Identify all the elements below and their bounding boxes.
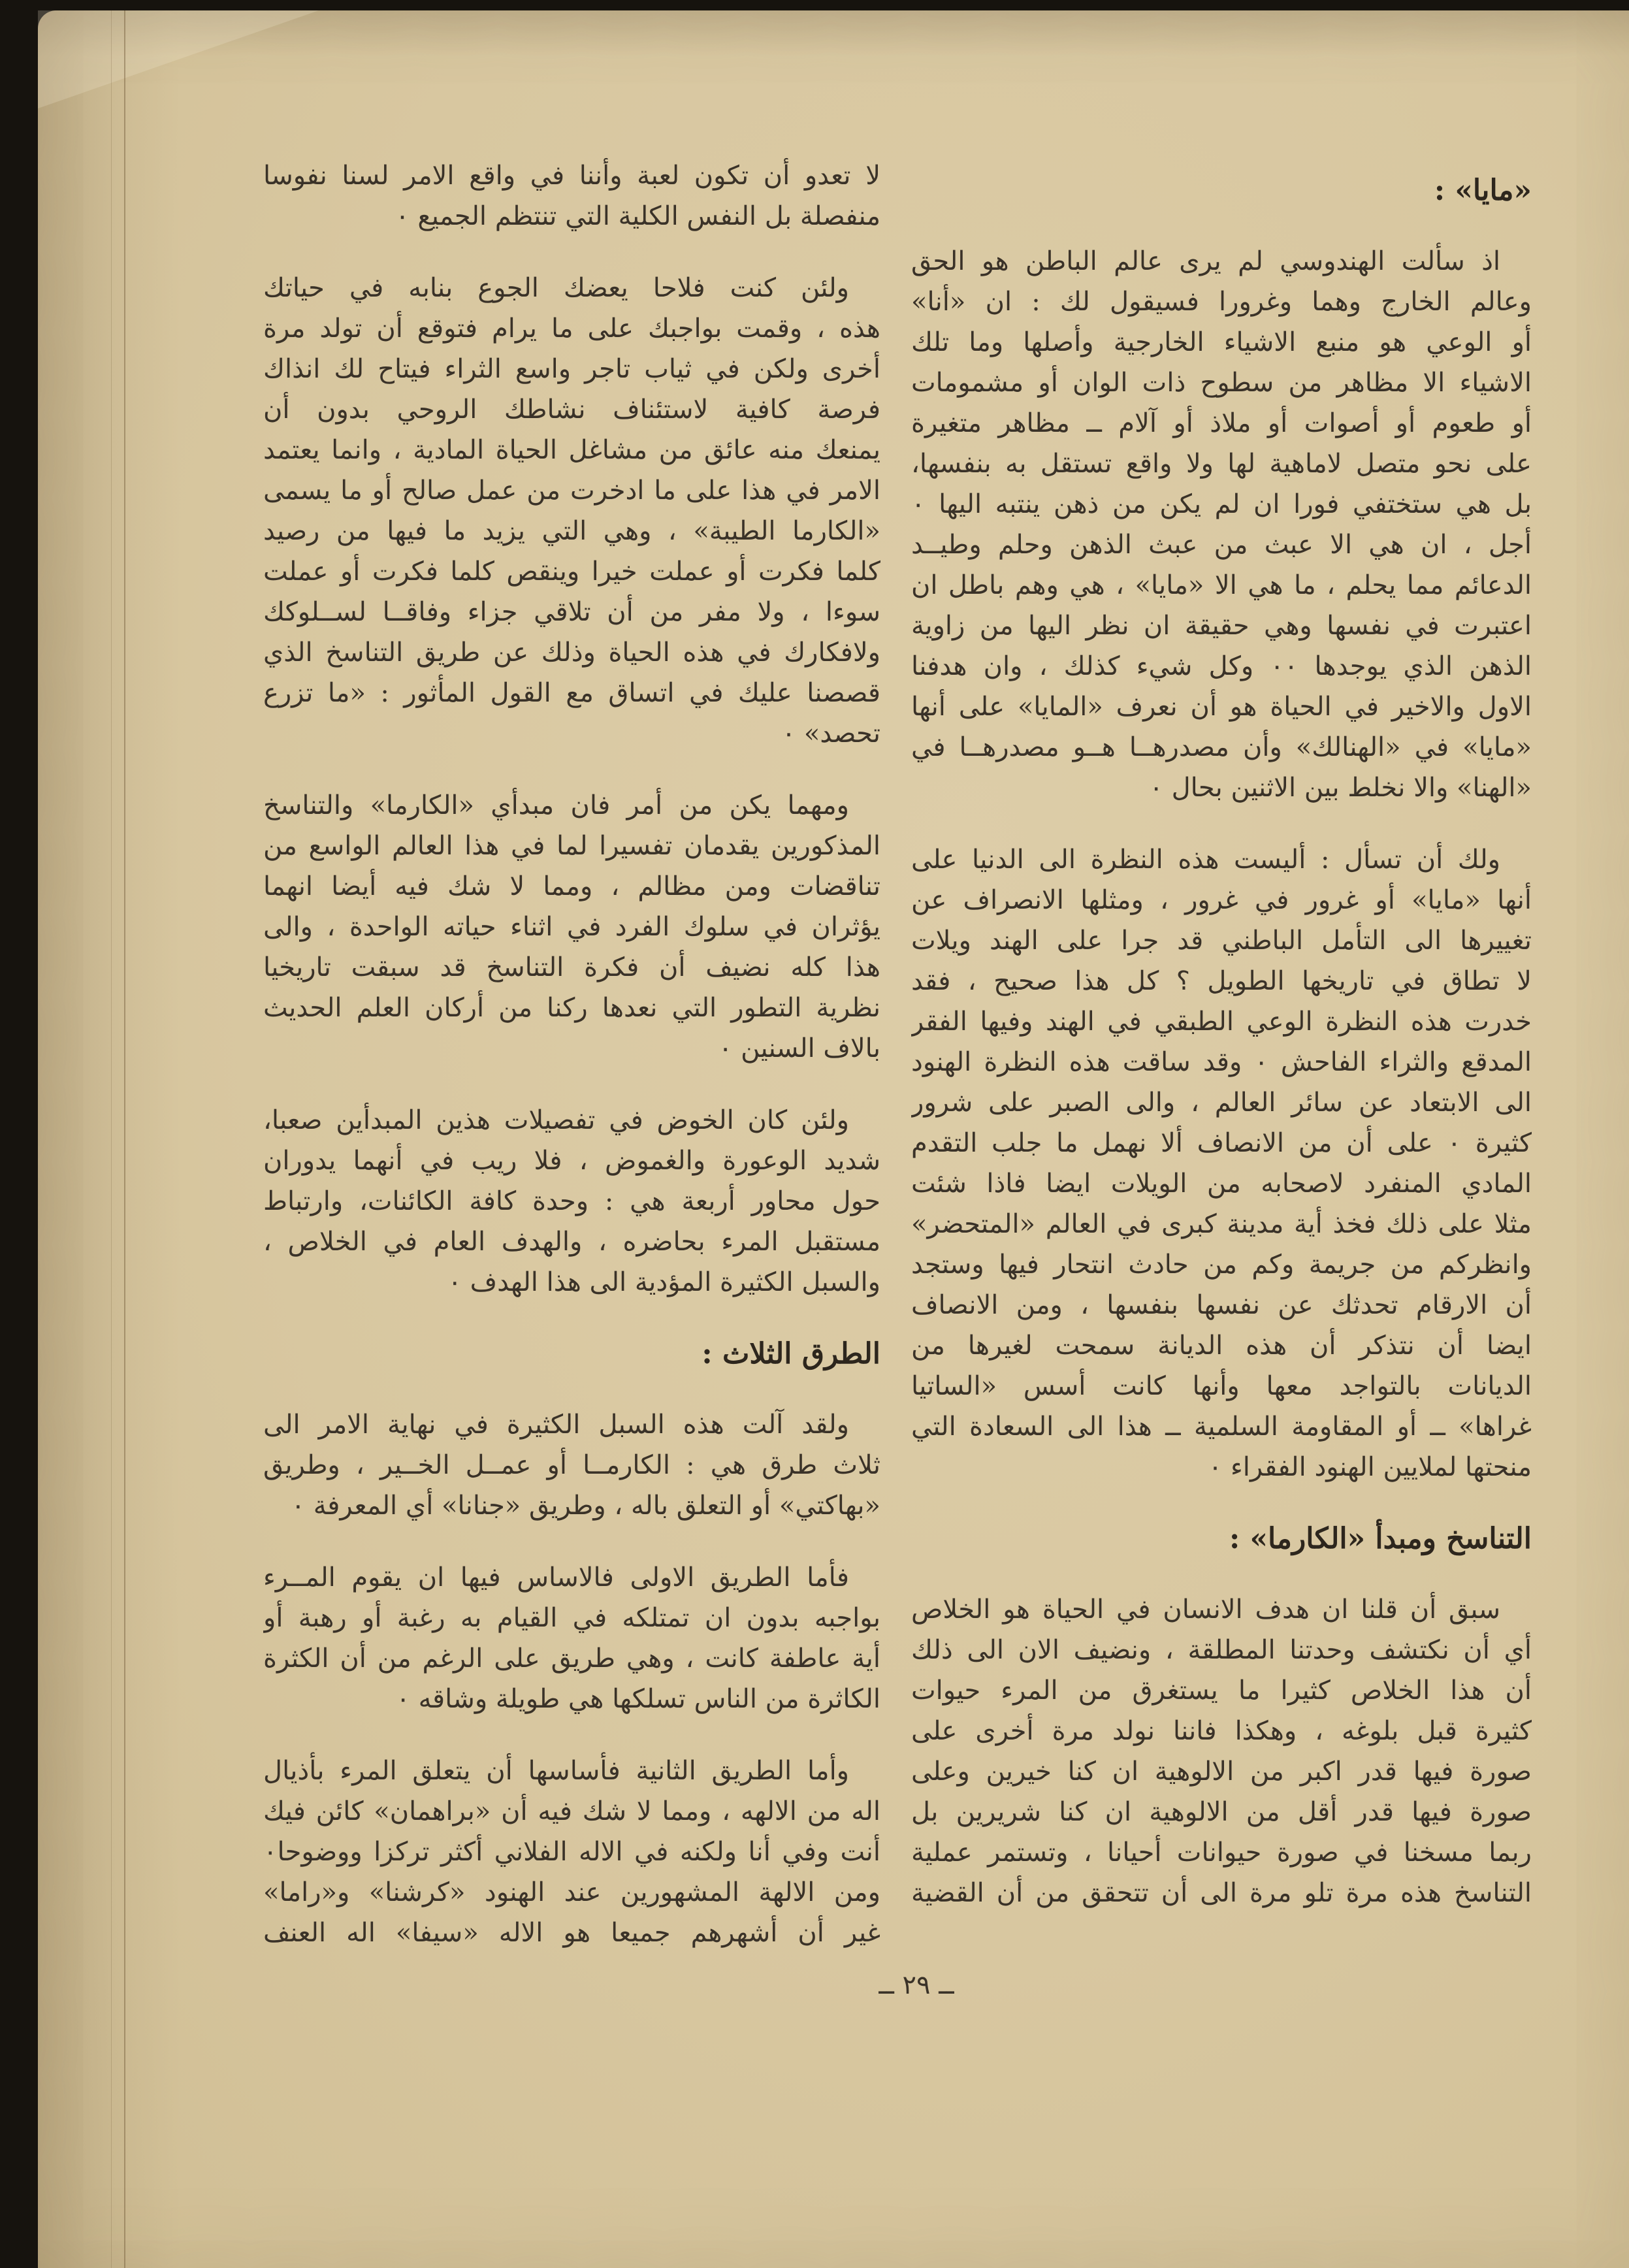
- text-line: أية عاطفة كانت ، وهي طريق على الرغم من أن الكثرة: [263, 1644, 880, 1674]
- paragraph: [263, 785, 880, 1069]
- text-line: أنت وفي أنا ولكنه في الاله الفلاني أكثر تركزا ووضوحا٠: [263, 1837, 880, 1867]
- text-line: الى الابتعاد عن سائر العالم ، والى الصبر على شرور: [911, 1088, 1532, 1118]
- page-corner-fold: [38, 10, 319, 108]
- text-line: بالاف السنين ٠: [718, 1033, 880, 1063]
- text-line: الاول والاخير في الحياة هو أن نعرف «المايا» على أنها: [911, 692, 1532, 722]
- section-heading: «مايا» :: [1434, 174, 1532, 207]
- text-line: اذ سألت الهندوسي لم يرى عالم الباطن هو الحق: [911, 246, 1500, 276]
- text-line: الدعائم مما يحلم ، ما هي الا «مايا» ، هي وهم باطل ان: [911, 570, 1532, 600]
- paragraph: [911, 241, 1532, 808]
- text-line: مستقبل المرء بحاضره ، والهدف العام في الخلاص ،: [263, 1227, 880, 1257]
- text-line: صورة فيها قدر اكبر من الالوهية ان كنا خيرين وعلى: [911, 1757, 1532, 1787]
- text-line: قصصنا عليك في اتساق مع القول المأثور : «ما تزرع: [263, 678, 880, 708]
- text-line: ومهما يكن من أمر فان مبدأي «الكارما» والتناسخ: [263, 790, 850, 820]
- page-number: ــ ٢٩ ــ: [879, 1970, 954, 2000]
- text-line: المدقع والثراء الفاحش ٠ وقد ساقت هذه النظرة الهنود: [911, 1047, 1532, 1077]
- text-line: منحتها لملايين الهنود الفقراء ٠: [1208, 1452, 1532, 1482]
- text-line: ولك أن تسأل : أليست هذه النظرة الى الدنيا على: [911, 845, 1500, 875]
- text-line: نظرية التطور التي نعدها ركنا من أركان العلم الحديث: [263, 993, 880, 1023]
- text-line: كثيرة ٠ على أن من الانصاف ألا نهمل ما جلب التقدم: [911, 1128, 1532, 1158]
- text-line: ربما مسخنا في صورة حيوانات أحيانا ، وتستمر عملية: [911, 1838, 1532, 1868]
- text-line: اله من الالهه ، ومما لا شك فيه أن «براهمان» كائن فيك: [263, 1796, 880, 1826]
- text-line: أنها «مايا» أو غرور في غرور ، ومثلها الانصراف عن: [911, 885, 1532, 915]
- paragraph: [263, 1751, 880, 1953]
- book-page: [38, 10, 1629, 2268]
- text-line: المذكورين يقدمان تفسيرا لما في هذا العالم الواسع من: [263, 831, 880, 861]
- text-line: سوءا ، ولا مفر من أن تلاقي جزاء وفاقــا لســلوكك: [263, 597, 880, 627]
- paragraph: [911, 1589, 1532, 1913]
- text-line: كلما فكرت أو عملت خيرا وينقص كلما فكرت أو عملت: [263, 557, 880, 587]
- text-line: ومن الالهة المشهورين عند الهنود «كرشنا» و«راما»: [263, 1877, 880, 1907]
- text-line: كثيرة قبل بلوغه ، وهكذا فاننا نولد مرة أخرى على: [911, 1716, 1532, 1746]
- text-line: وعالم الخارج وهما وغرورا فسيقول لك : ان «أنا»: [911, 287, 1532, 317]
- text-line: يؤثران في سلوك الفرد في اثناء حياته الواحدة ، والى: [263, 912, 880, 942]
- text-line: لا تعدو أن تكون لعبة وأننا في واقع الامر لسنا نفوسا: [263, 161, 880, 191]
- text-line: ولئن كان الخوض في تفصيلات هذين المبدأين صعبا،: [263, 1105, 849, 1135]
- text-line: التناسخ هذه مرة تلو مرة الى أن تتحقق من أن القضية: [911, 1878, 1532, 1908]
- text-line: على نحو متصل لاماهية لها ولا واقع تستقل به بنفسها،: [911, 449, 1532, 479]
- paragraph: [911, 839, 1532, 1487]
- section-heading: الطرق الثلاث :: [702, 1337, 880, 1370]
- text-line: فرصة كافية لاستئناف نشاطك الروحي بدون أن: [263, 395, 880, 425]
- text-line: الديانات بالتواجد معها وأنها كانت أسس «الساتيا: [911, 1371, 1532, 1401]
- text-line: «الهنا» والا نخلط بين الاثنين بحال ٠: [1149, 773, 1532, 803]
- paragraph: [263, 1404, 880, 1526]
- text-line: هذه ، وقمت بواجبك على ما يرام فتوقع أن تولد مرة: [263, 314, 880, 344]
- text-line: أي أن نكتشف وحدتنا المطلقة ، ونضيف الان الى ذلك: [911, 1635, 1532, 1665]
- text-line: أجل ، ان هي الا عبث من عبث الذهن وحلم وطيــد: [911, 530, 1532, 560]
- text-line: أن هذا الخلاص كثيرا ما يستغرق من المرء حيوات: [911, 1676, 1532, 1706]
- text-line: صورة فيها قدر أقل من الالوهية ان كنا شريرين بل: [911, 1797, 1532, 1827]
- text-line: ولئن كنت فلاحا يعضك الجوع بنابه في حياتك: [263, 273, 849, 303]
- text-line: أخرى ولكن في ثياب تاجر واسع الثراء فيتاح لك انذاك: [263, 354, 880, 384]
- paragraph: [263, 1557, 880, 1719]
- text-line: الاشياء الا مظاهر من سطوح ذات الوان أو مشمومات: [911, 368, 1532, 398]
- section-heading: التناسخ ومبدأ «الكارما» :: [1229, 1522, 1532, 1555]
- text-line: هذا كله نضيف أن فكرة التناسخ قد سبقت تاريخيا: [263, 952, 880, 982]
- text-line: أو طعوم أو أصوات أو ملاذ أو آلام ــ مظاهر متغيرة: [911, 408, 1532, 438]
- text-line: مثلا على ذلك فخذ أية مدينة كبرى في العالم «المتحضر»: [911, 1209, 1532, 1239]
- paragraph: [263, 1100, 880, 1303]
- text-line: منفصلة بل النفس الكلية التي تنتظم الجميع ٠: [395, 201, 880, 231]
- text-line: تناقضات ومن مظالم ، ومما لا شك فيه أيضا انهما: [263, 871, 880, 901]
- text-line: الامر في هذا على ما ادخرت من عمل صالح أو ما يسمى: [263, 476, 880, 506]
- text-line: بواجبه بدون ان تمتلكه في القيام به رغبة أو رهبة أو: [263, 1603, 880, 1633]
- text-line: «الكارما الطيبة» ، وهي التي يزيد ما فيها من رصيد: [263, 516, 880, 546]
- text-line: «بهاكتي» أو التعلق باله ، وطريق «جنانا» أي المعرفة ٠: [291, 1491, 880, 1521]
- text-line: اعتبرت في نفسها وهي حقيقة ان نظر اليها من زاوية: [911, 611, 1532, 641]
- text-line: المادي المنفرد لاصحابه من الويلات ايضا فاذا شئت: [911, 1169, 1532, 1199]
- text-line: حول محاور أربعة هي : وحدة كافة الكائنات، وارتباط: [263, 1186, 880, 1216]
- text-line: أن الارقام تحدثك عن نفسها بنفسها ، ومن الانصاف: [911, 1290, 1532, 1320]
- paragraph: [263, 155, 880, 236]
- text-line: ايضا أن نتذكر أن هذه الديانة سمحت لغيرها من: [911, 1331, 1532, 1361]
- text-line: وأما الطريق الثانية فأساسها أن يتعلق المرء بأذيال: [263, 1756, 849, 1786]
- page-edge-line: [124, 10, 125, 2268]
- text-line: بل هي ستختفي فورا ان لم يكن من ذهن ينتبه اليها ٠: [911, 489, 1532, 519]
- text-line: تحصد» ٠: [781, 719, 880, 749]
- text-line: والسبل الكثيرة المؤدية الى هذا الهدف ٠: [447, 1267, 880, 1297]
- text-line: ولافكارك في هذه الحياة وذلك عن طريق التناسخ الذي: [263, 638, 880, 668]
- text-line: الكاثرة من الناس تسلكها هي طويلة وشاقه ٠: [396, 1684, 880, 1714]
- text-line: خدرت هذه النظرة الوعي الطبقي في الهند وفيها الفقر: [911, 1007, 1532, 1037]
- under-page-edge: [111, 10, 112, 2268]
- text-line: «مايا» في «الهنالك» وأن مصدرهــا هــو مصدرهــا في: [911, 732, 1532, 762]
- column-left: [263, 155, 880, 1984]
- text-line: وانظركم من جريمة وكم من حادث انتحار فيها وستجد: [911, 1250, 1532, 1280]
- paragraph: [263, 268, 880, 754]
- column-right: [911, 170, 1532, 1945]
- text-line: أو الوعي هو منبع الاشياء الخارجية وأصلها وما تلك: [911, 327, 1532, 357]
- text-line: غراها» ــ أو المقاومة السلمية ــ هذا الى السعادة التي: [911, 1412, 1532, 1442]
- text-line: ولقد آلت هذه السبل الكثيرة في نهاية الامر الى: [263, 1410, 849, 1440]
- text-line: فأما الطريق الاولى فالاساس فيها ان يقوم المــرء: [263, 1563, 849, 1593]
- text-line: يمنعك منه عائق من مشاغل الحياة المادية ، وانما يعتمد: [263, 435, 880, 465]
- text-line: ثلاث طرق هي : الكارمــا أو عمــل الخــير ، وطريق: [263, 1450, 880, 1480]
- text-line: تغييرها الى التأمل الباطني قد جرا على الهند ويلات: [911, 926, 1532, 956]
- text-line: سبق أن قلنا ان هدف الانسان في الحياة هو الخلاص: [911, 1595, 1500, 1625]
- text-line: شديد الوعورة والغموض ، فلا ريب في أنهما يدوران: [263, 1146, 880, 1176]
- text-line: الذهن الذي يوجدها ٠٠ وكل شيء كذلك ، وان هدفنا: [911, 651, 1532, 681]
- text-line: غير أن أشهرهم جميعا هو الاله «سيفا» اله العنف: [263, 1918, 880, 1948]
- text-line: لا تطاق في تاريخها الطويل ؟ كل هذا صحيح ، فقد: [911, 966, 1532, 996]
